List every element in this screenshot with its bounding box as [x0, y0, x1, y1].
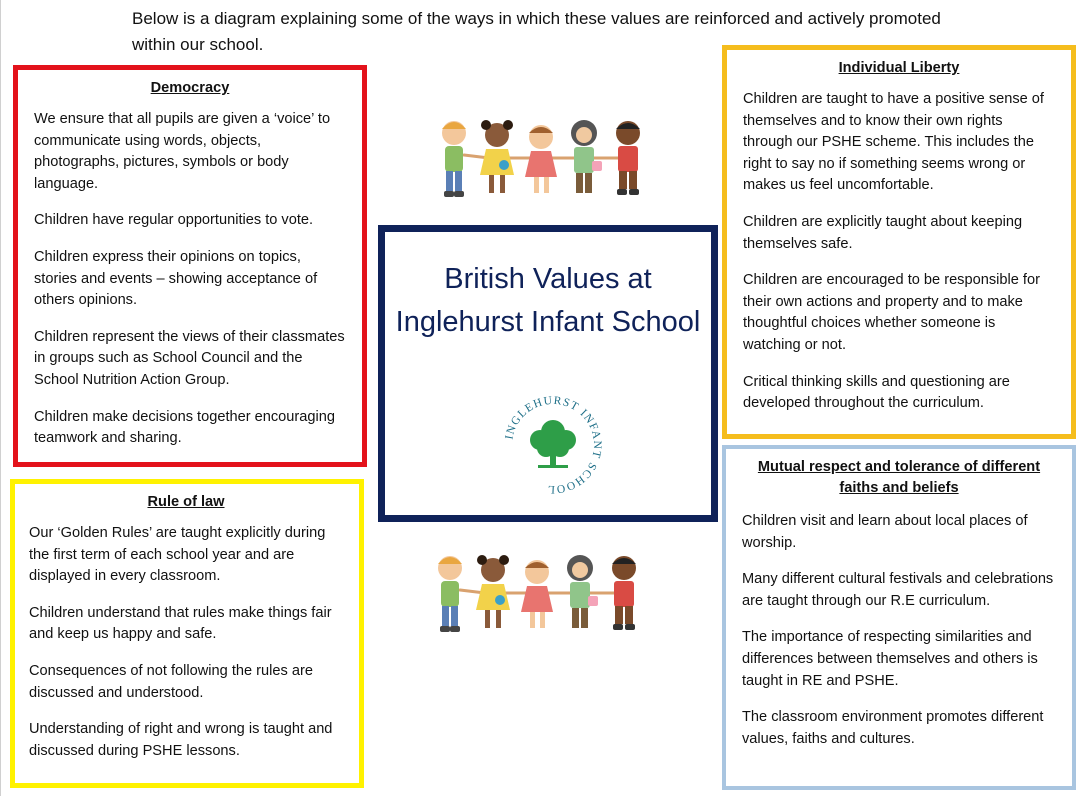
center-title: British Values at Inglehurst Infant School — [395, 263, 701, 338]
democracy-item: We ensure that all pupils are given a ‘voice’ to communicate using words, objects, photographs, pictures, symbols or body language. — [34, 111, 331, 192]
mutual-respect-box — [722, 445, 1076, 790]
mutual-respect-item: Children visit and learn about local places of worship. — [742, 513, 1028, 551]
school-logo-text: INGLEHURST INFANT SCHOOL — [503, 394, 604, 496]
children-holding-hands-icon — [430, 548, 650, 643]
individual-liberty-item: Children are encouraged to be responsible for their own actions and property and to make thoughtful choices whether someone is watching or not. — [743, 272, 1040, 353]
rule-of-law-box — [10, 479, 364, 788]
democracy-heading: Democracy — [150, 80, 230, 96]
individual-liberty-item: Children are taught to have a positive sense of themselves and to know their own rights through our PSHE scheme. This includes the right to say no if something seems wrong or makes us feel uncomfortable. — [743, 91, 1044, 194]
individual-liberty-item: Children are explicitly taught about keeping themselves safe. — [743, 213, 1023, 252]
rule-of-law-item: Consequences of not following the rules are discussed and understood. — [29, 662, 313, 701]
mutual-respect-item: The classroom environment promotes different values, faiths and cultures. — [742, 709, 1044, 747]
rule-of-law-item: Our ‘Golden Rules’ are taught explicitly during the first term of each school year and are displayed in every classroom. — [29, 525, 326, 585]
mutual-respect-heading: Mutual respect and tolerance of different faiths and beliefs — [757, 459, 1041, 496]
democracy-item: Children represent the views of their classmates in groups such as School Council and the School Nutrition Action Group. — [34, 328, 345, 388]
children-holding-hands-icon — [434, 113, 654, 208]
school-logo-icon — [500, 392, 606, 498]
rule-of-law-item: Children understand that rules make things fair and keep us happy and safe. — [29, 604, 332, 643]
page-edge — [0, 0, 1, 796]
center-panel — [378, 225, 718, 522]
mutual-respect-item: The importance of respecting similarities and differences between themselves and others is taught in RE and PSHE. — [742, 629, 1038, 689]
rule-of-law-heading: Rule of law — [147, 494, 225, 510]
democracy-item: Children express their opinions on topics, stories and events – showing acceptance of others opinions. — [34, 248, 318, 309]
individual-liberty-item: Critical thinking skills and questioning are developed throughout the curriculum. — [743, 373, 1010, 412]
individual-liberty-heading: Individual Liberty — [838, 60, 960, 76]
mutual-respect-item: Many different cultural festivals and celebrations are taught through our R.E curriculum. — [742, 571, 1054, 609]
individual-liberty-box — [722, 45, 1076, 439]
democracy-box — [13, 65, 367, 467]
democracy-item: Children have regular opportunities to vote. — [34, 212, 314, 229]
intro-text: Below is a diagram explaining some of the ways in which these values are reinforced and actively promoted within our school. — [132, 9, 941, 54]
rule-of-law-item: Understanding of right and wrong is taught and discussed during PSHE lessons. — [29, 721, 333, 759]
democracy-item: Children make decisions together encouraging teamwork and sharing. — [34, 408, 335, 447]
